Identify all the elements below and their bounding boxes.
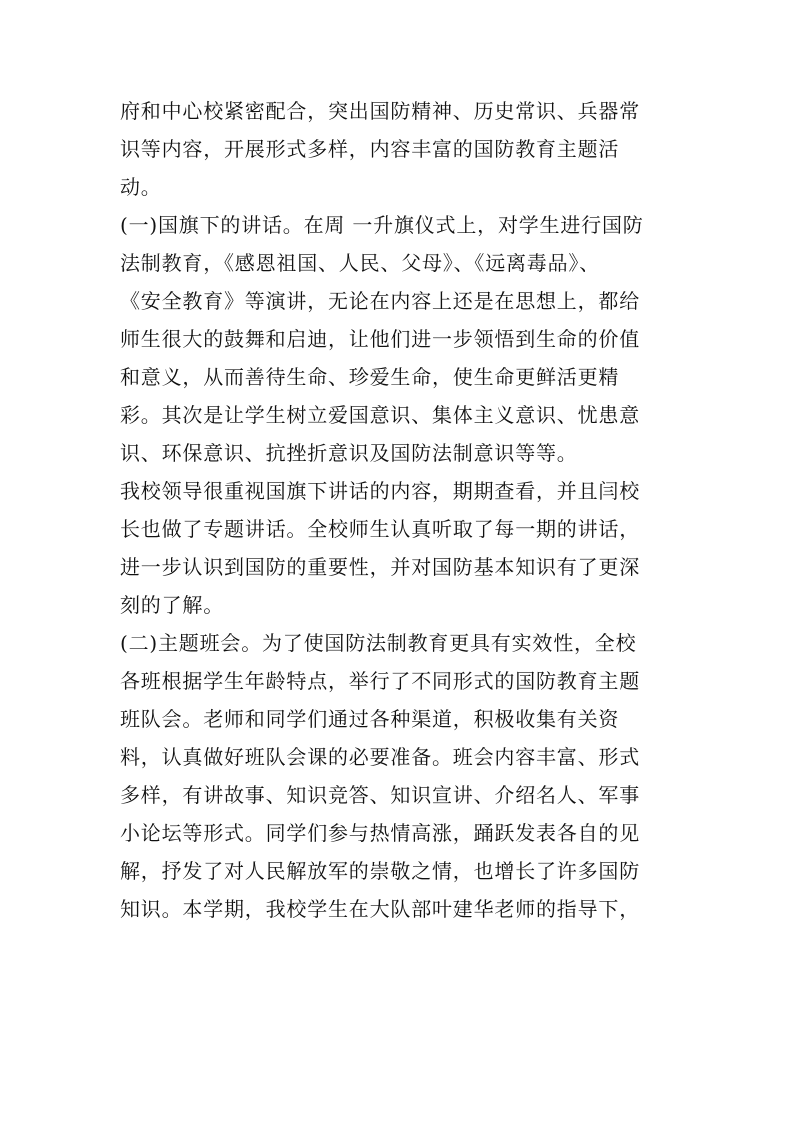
text-line-4: (一)国旗下的讲话。在周 一升旗仪式上，对学生进行国防 [120, 213, 644, 237]
text-line-15: (二)主题班会。为了使国防法制教育更具有实效性，全校 [120, 631, 637, 655]
text-line-3: 动。 [120, 175, 162, 199]
text-line-16: 各班根据学生年龄特点，举行了不同形式的国防教育主题 [120, 669, 640, 693]
text-line-8: 和意义，从而善待生命、珍爱生命，使生命更鲜活更精 [120, 365, 620, 389]
text-line-1: 府和中心校紧密配合，突出国防精神、历史常识、兵器常 [120, 99, 640, 123]
text-line-21: 解，抒发了对人民解放军的崇敬之情，也增长了许多国防 [120, 859, 640, 883]
text-line-11: 我校领导很重视国旗下讲话的内容，期期查看，并且闫校 [120, 479, 640, 503]
text-line-5: 法制教育，《感恩祖国、人民、父母》、《远离毒品》、 [120, 251, 600, 275]
text-line-2: 识等内容，开展形式多样，内容丰富的国防教育主题活 [120, 137, 620, 161]
text-line-13: 进一步认识到国防的重要性，并对国防基本知识有了更深 [120, 555, 640, 579]
text-line-17: 班队会。老师和同学们通过各种渠道，积极收集有关资 [120, 707, 620, 731]
text-line-10: 识、环保意识、抗挫折意识及国防法制意识等等。 [120, 441, 578, 465]
text-line-14: 刻的了解。 [120, 593, 224, 617]
text-line-18: 料，认真做好班队会课的必要准备。班会内容丰富、形式 [120, 745, 640, 769]
text-line-19: 多样，有讲故事、知识竞答、知识宣讲、介绍名人、军事 [120, 783, 640, 807]
text-line-20: 小论坛等形式。同学们参与热情高涨，踊跃发表各自的见 [120, 821, 640, 845]
text-line-6: 《安全教育》等演讲，无论在内容上还是在思想上，都给 [120, 289, 640, 313]
text-line-9: 彩。其次是让学生树立爱国意识、集体主义意识、忧患意 [120, 403, 640, 427]
text-line-7: 师生很大的鼓舞和启迪，让他们进一步领悟到生命的价值 [120, 327, 640, 351]
text-line-12: 长也做了专题讲话。全校师生认真听取了每一期的讲话， [120, 517, 640, 541]
text-line-22: 知识。本学期，我校学生在大队部叶建华老师的指导下， [120, 897, 640, 921]
document-body [120, 92, 680, 928]
